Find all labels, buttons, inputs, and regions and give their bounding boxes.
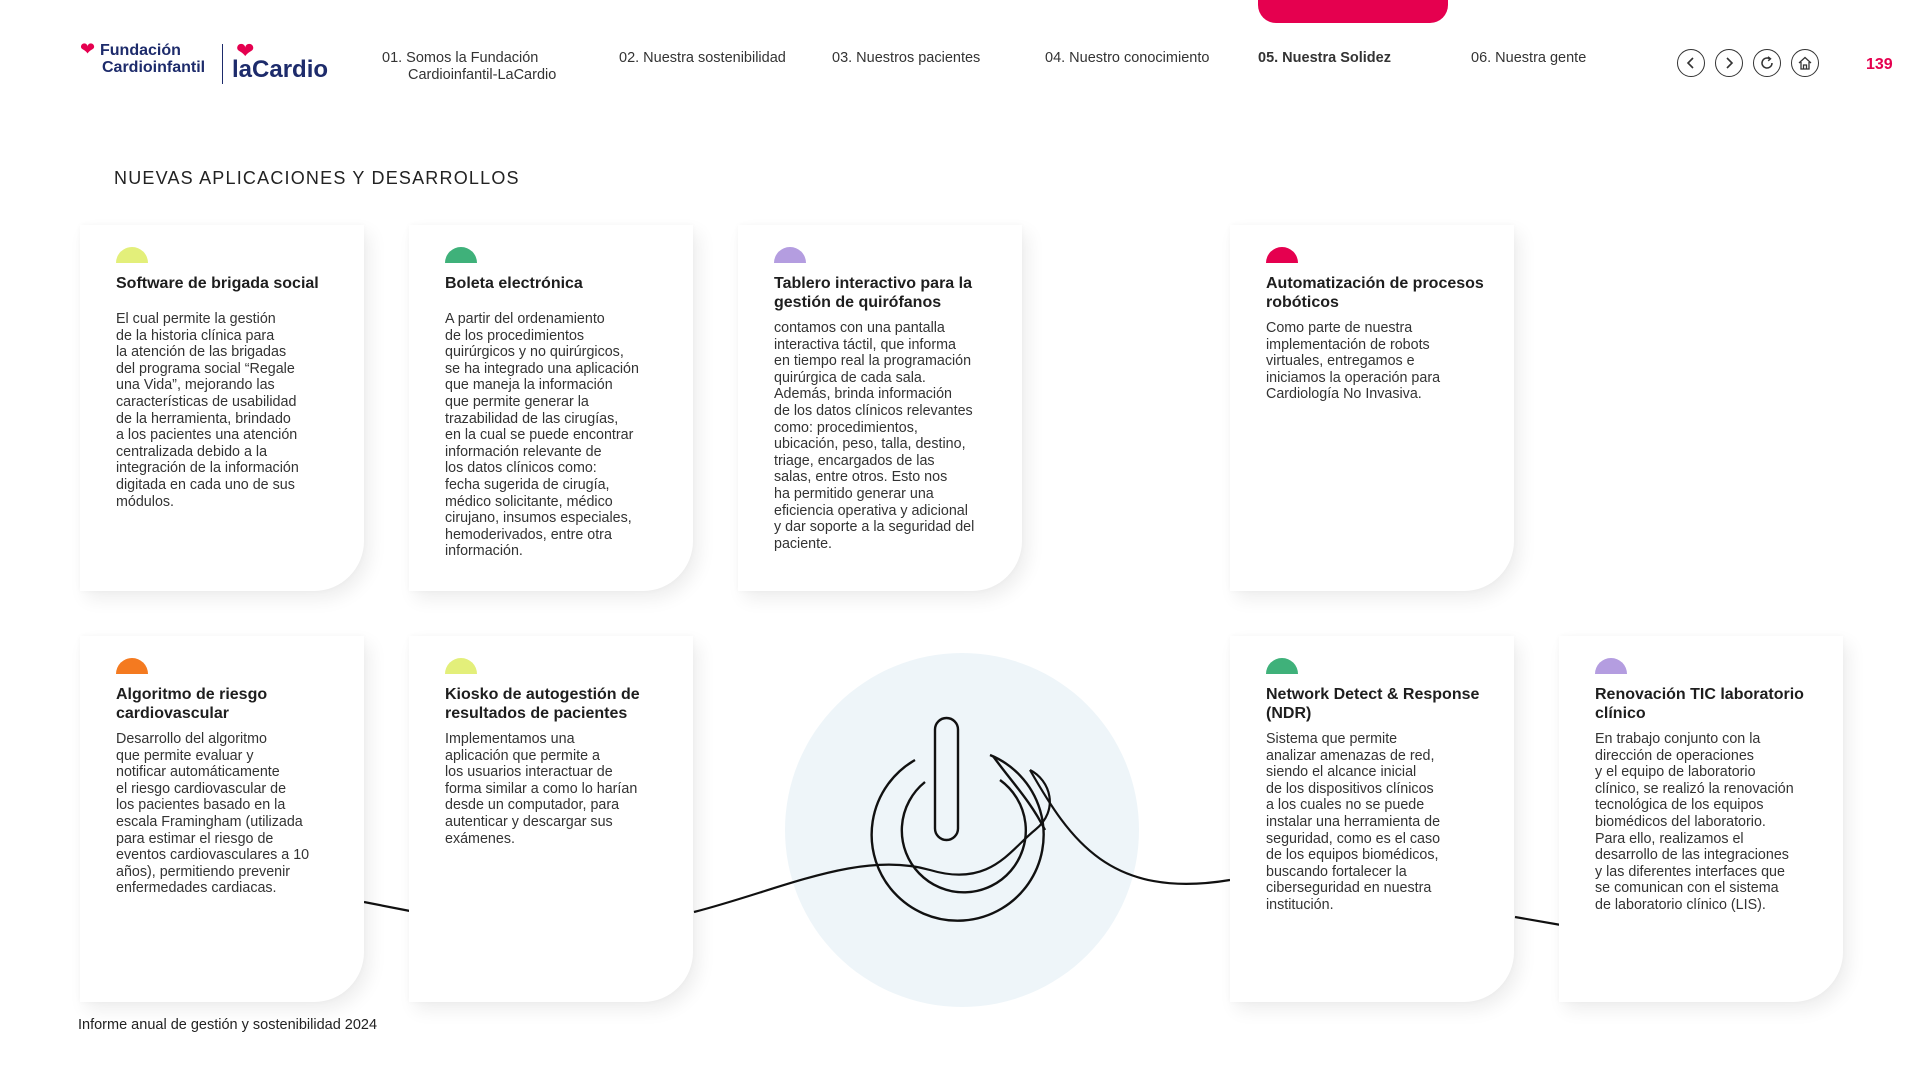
card-title: Software de brigada social — [116, 275, 319, 292]
card-boleta-electronica — [409, 225, 693, 591]
card-body-line: que permite generar la — [445, 393, 589, 410]
card-body-line: escala Framingham (utilizada — [116, 813, 303, 830]
card-body — [1266, 731, 1488, 914]
card-body-line: información. — [445, 543, 523, 560]
card-body-line: Cardiología No Invasiva. — [1266, 386, 1422, 403]
card-body-line: los datos clínicos como: — [445, 460, 597, 477]
card-body-line: clínico, se realizó la renovación — [1595, 780, 1794, 797]
card-body-line: exámenes. — [445, 830, 515, 847]
card-body-line: iniciamos la operación para — [1266, 369, 1441, 386]
card-body-line: que maneja la información — [445, 377, 613, 394]
card-kiosko-autogestion — [409, 636, 693, 1002]
card-body-line: de laboratorio clínico (LIS). — [1595, 896, 1766, 913]
card-body-line: tecnológica de los equipos — [1595, 797, 1764, 814]
card-body-line: de la herramienta, brindado — [116, 410, 291, 427]
card-title: Boleta electrónica — [445, 275, 583, 292]
card-body-line: el riesgo cardiovascular de — [116, 780, 287, 797]
card-body-line: características de usabilidad — [116, 393, 297, 410]
card-body-line: A partir del ordenamiento — [445, 311, 605, 327]
card-body-line: y el equipo de laboratorio — [1595, 764, 1756, 781]
card-algoritmo-riesgo — [80, 636, 364, 1002]
card-body-line: Para ello, realizamos el — [1595, 830, 1744, 847]
card-body-line: analizar amenazas de red, — [1266, 747, 1435, 764]
card-body-line: años), permitiendo prevenir — [116, 863, 291, 880]
color-tab — [445, 658, 477, 674]
card-body-line: información relevante de — [445, 443, 602, 460]
card-body-line: ubicación, peso, talla, destino, — [774, 436, 966, 453]
card-body-line: dirección de operaciones — [1595, 747, 1754, 764]
card-body-line: eventos cardiovasculares a 10 — [116, 847, 310, 864]
card-title: Automatización de procesos robóticos — [1266, 275, 1484, 311]
card-body-line: ha permitido generar una — [774, 485, 934, 502]
card-body-line: del programa social “Regale — [116, 360, 295, 377]
card-body-line: cirujano, insumos especiales, — [445, 510, 632, 527]
card-title: Renovación TIC laboratorio clínico — [1595, 686, 1804, 722]
page-number: 139 — [1866, 56, 1893, 73]
card-body — [116, 731, 338, 897]
card-title: Kiosko de autogestión de resultados de pacientes — [445, 686, 640, 722]
card-body-line: fecha sugerida de cirugía, — [445, 476, 610, 493]
logo-text-line1: Fundación — [100, 42, 181, 59]
card-body-line: se comunican con el sistema — [1595, 880, 1779, 897]
card-body-line: en la cual se puede encontrar — [445, 427, 634, 444]
nav-item-label: 04. Nuestro conocimiento — [1045, 50, 1210, 66]
card-body-line: Sistema que permite — [1266, 731, 1398, 747]
color-tab — [774, 247, 806, 263]
card-body-line: paciente. — [774, 535, 833, 552]
nav-item-sublabel: Cardioinfantil-LaCardio — [408, 67, 557, 83]
card-body-line: para estimar el riesgo de — [116, 830, 274, 847]
card-title: Tablero interactivo para la gestión de quirófanos — [774, 275, 972, 311]
card-body-line: forma similar a como lo harían — [445, 780, 638, 797]
card-body — [116, 311, 338, 510]
card-body-line: quirúrgica de cada sala. — [774, 369, 926, 386]
card-software-brigada-social — [80, 225, 364, 591]
card-body-line: de los datos clínicos relevantes — [774, 402, 973, 419]
card-body-line: de la historia clínica para — [116, 327, 275, 344]
logo-text-line2: Cardioinfantil — [102, 59, 206, 76]
card-body-line: los pacientes basado en la — [116, 797, 286, 814]
color-tab — [116, 247, 148, 263]
card-body-line: triage, encargados de las — [774, 452, 935, 469]
card-body-line: interactiva táctil, que informa — [774, 336, 956, 353]
card-body-line: y las diferentes interfaces que — [1595, 863, 1785, 880]
card-body-line: En trabajo conjunto con la — [1595, 731, 1761, 747]
card-body-line: digitada en cada uno de sus — [116, 476, 295, 493]
card-body-line: de los procedimientos — [445, 327, 585, 344]
card-body-line: en tiempo real la programación — [774, 353, 972, 370]
card-body-line: integración de la información — [116, 460, 299, 477]
card-body-line: a los cuales no se puede — [1266, 797, 1425, 814]
card-body-line: trazabilidad de las cirugías, — [445, 410, 619, 427]
card-body-line: biomédicos del laboratorio. — [1595, 813, 1766, 830]
card-title: Network Detect & Response (NDR) — [1266, 686, 1480, 722]
card-network-detect-response — [1230, 636, 1514, 1002]
card-body-line: quirúrgicos y no quirúrgicos, — [445, 344, 624, 361]
card-body-line: la atención de las brigadas — [116, 344, 287, 361]
card-body-line: Como parte de nuestra — [1266, 320, 1413, 336]
card-body-line: de los dispositivos clínicos — [1266, 780, 1434, 797]
heart-icon: ❤ — [80, 39, 96, 59]
card-body — [774, 320, 996, 552]
card-body — [1595, 731, 1817, 914]
card-renovacion-tic — [1559, 636, 1843, 1002]
color-tab — [445, 247, 477, 263]
nav-item-label: 05. Nuestra Solidez — [1258, 50, 1391, 66]
card-body-line: módulos. — [116, 493, 175, 510]
card-body-line: centralizada debido a la — [116, 443, 268, 460]
card-body-line: enfermedades cardiacas. — [116, 880, 277, 897]
card-body-line: aplicación que permite a — [445, 747, 600, 764]
card-body-line: desarrollo de las integraciones — [1595, 847, 1789, 864]
card-automatizacion-robotica — [1230, 225, 1514, 591]
card-body-line: los usuarios interactuar de — [445, 764, 613, 781]
card-body-line: siendo el alcance inicial — [1266, 764, 1417, 781]
card-body — [1266, 320, 1488, 403]
color-tab — [1595, 658, 1627, 674]
card-body-line: hemoderivados, entre otra — [445, 526, 612, 543]
card-body-line: autenticar y descargar sus — [445, 813, 613, 830]
card-body-line: Desarrollo del algoritmo — [116, 731, 267, 747]
card-body-line: que permite evaluar y — [116, 747, 254, 764]
card-body-line: ciberseguridad en nuestra — [1266, 880, 1432, 897]
nav-item-label: 06. Nuestra gente — [1471, 50, 1587, 66]
card-tablero-quirofanos — [738, 225, 1022, 591]
card-body-line: desde un computador, para — [445, 797, 620, 814]
section-title: NUEVAS APLICACIONES Y DESARROLLOS — [114, 168, 520, 188]
card-body-line: una Vida”, mejorando las — [116, 377, 275, 394]
card-body — [445, 731, 667, 847]
card-body-line: a los pacientes una atención — [116, 427, 298, 444]
wave-segment — [1515, 917, 1561, 925]
card-body-line: de los equipos biomédicos, — [1266, 847, 1439, 864]
heart-icon: ❤ — [236, 38, 255, 63]
card-body-line: notificar automáticamente — [116, 764, 280, 781]
card-body-line: como: procedimientos, — [774, 419, 918, 436]
card-body-line: buscando fortalecer la — [1266, 863, 1407, 880]
color-tab — [1266, 247, 1298, 263]
nav-item-label: 02. Nuestra sostenibilidad — [619, 50, 786, 66]
color-tab — [1266, 658, 1298, 674]
card-body-line: y dar soporte a la seguridad del — [774, 519, 975, 536]
card-title: Algoritmo de riesgo cardiovascular — [116, 686, 268, 722]
color-tab — [116, 658, 148, 674]
nav-item-label: 03. Nuestros pacientes — [832, 50, 981, 66]
card-body-line: contamos con una pantalla — [774, 320, 945, 336]
lacardio-text: laCardio — [232, 56, 329, 83]
card-body-line: implementación de robots — [1266, 336, 1430, 353]
illustration-circle — [785, 653, 1139, 1007]
card-body-line: seguridad, como es el caso — [1266, 830, 1441, 847]
card-body-line: Además, brinda información — [774, 386, 953, 403]
card-body — [445, 311, 667, 560]
card-body-line: virtuales, entregamos e — [1266, 353, 1415, 370]
nav-item-label: 01. Somos la Fundación — [382, 50, 539, 66]
footer-text: Informe anual de gestión y sostenibilidad 2024 — [78, 1017, 378, 1033]
card-body-line: salas, entre otros. Esto nos — [774, 469, 948, 486]
card-body-line: se ha integrado una aplicación — [445, 360, 639, 377]
card-body-line: Implementamos una — [445, 731, 575, 747]
wave-segment — [364, 902, 410, 911]
card-body-line: El cual permite la gestión — [116, 311, 276, 327]
card-body-line: instalar una herramienta de — [1266, 813, 1441, 830]
card-body-line: institución. — [1266, 896, 1334, 913]
card-body-line: eficiencia operativa y adicional — [774, 502, 968, 519]
card-body-line: médico solicitante, médico — [445, 493, 613, 510]
